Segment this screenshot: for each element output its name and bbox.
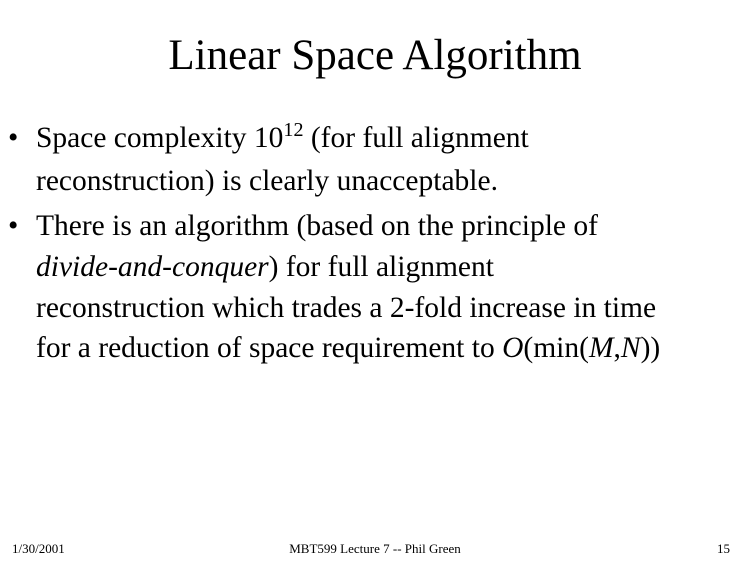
footer-date: 1/30/2001 — [12, 541, 65, 556]
page-number: 15 — [717, 541, 730, 556]
min-open: (min( — [523, 332, 589, 364]
footer-center: MBT599 Lecture 7 -- Phil Green — [289, 541, 461, 556]
line-4-text: for a reduction of space requirement to — [36, 332, 503, 364]
var-m: M — [588, 332, 614, 364]
slide-title: Linear Space Algorithm — [168, 32, 582, 79]
bullet-2-line-2-rest: ) for full alignment — [268, 251, 494, 283]
bullet-1-line-1 — [36, 117, 529, 163]
bullet-2-line-1: There is an algorithm (based on the principle of — [36, 210, 598, 242]
italic-phrase: divide-and-conquer — [36, 251, 269, 283]
bullet-1-line-2: reconstruction) is clearly unacceptable. — [36, 165, 498, 197]
bullet-icon: • — [8, 210, 19, 242]
bullet-icon: • — [8, 122, 19, 154]
bullet-1-text-b: (for full alignment — [303, 122, 529, 154]
exponent: 12 — [283, 118, 304, 141]
comma: , — [613, 332, 621, 364]
big-o: O — [502, 332, 524, 364]
var-n: N — [620, 332, 641, 364]
close-parens: )) — [640, 332, 661, 364]
bullet-2-line-4 — [36, 327, 660, 370]
bullet-1-text-a: Space complexity 10 — [36, 122, 284, 154]
bullet-2-line-3: reconstruction which trades a 2-fold increase in time — [36, 292, 657, 324]
bullet-2-line-2 — [36, 246, 494, 289]
